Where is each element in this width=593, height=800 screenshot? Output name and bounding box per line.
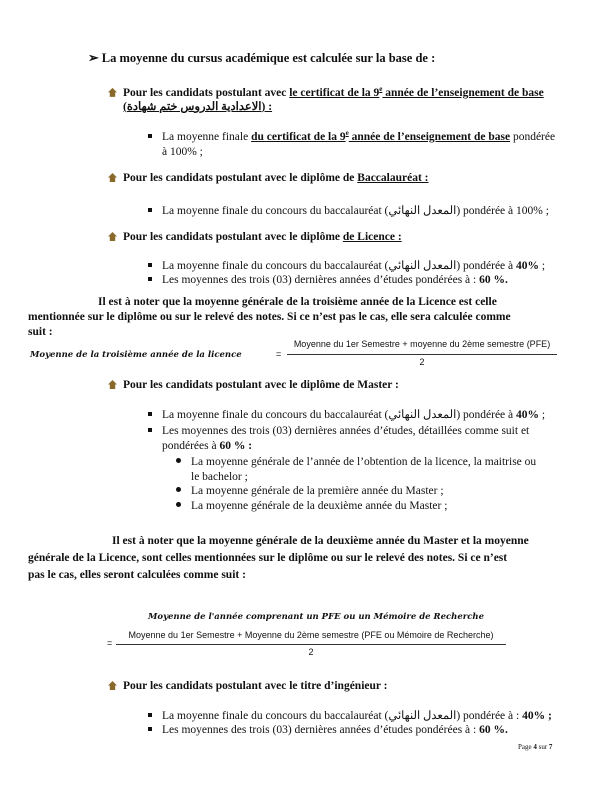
list-item: La moyenne finale du concours du baccalauréat (المعدل النهائي) pondérée à 40% ; — [148, 259, 545, 274]
round-bullet-icon — [176, 487, 181, 492]
square-bullet-icon — [148, 428, 152, 432]
section-ingenieur-title: Pour les candidats postulant avec le titre d’ingénieur : — [108, 680, 388, 692]
list-item: Les moyennes des trois (03) dernières années d’études pondérées à : 60 %. — [148, 274, 508, 286]
section-master-title: Pour les candidats postulant avec le diplôme de Master : — [108, 379, 399, 391]
square-bullet-icon — [148, 134, 152, 138]
square-bullet-icon — [148, 727, 152, 731]
formula-equals: = — [276, 349, 282, 359]
down-arrow-icon — [108, 380, 117, 389]
round-bullet-icon — [176, 502, 181, 507]
note-licence: Il est à noter que la moyenne générale de la troisième année de la Licence est celle mentionnée sur le diplôme ou sur le relevé des notes. Si ce n’est pas le cas, elle sera calculée comme suit : — [28, 296, 511, 338]
fraction-bar — [116, 644, 506, 645]
section-bac-title: Pour les candidats postulant avec le diplôme de Baccalauréat : — [108, 172, 429, 184]
down-arrow-icon — [108, 681, 117, 690]
list-item: La moyenne finale du certificat de la 9e année de l’enseignement de base pondérée à 100% ; — [148, 126, 568, 160]
round-bullet-icon — [176, 458, 181, 463]
formula-licence-denominator: 2 — [419, 357, 425, 367]
formula-pfe-denominator: 2 — [308, 647, 314, 657]
section-licence-title: Pour les candidats postulant avec le diplôme de Licence : — [108, 231, 402, 243]
square-bullet-icon — [148, 277, 152, 281]
formula-licence-lhs: Moyenne de la troisième année de la licence — [30, 350, 242, 360]
down-arrow-icon — [108, 88, 117, 97]
list-item: La moyenne finale du concours du baccalauréat (المعدل النهائي) pondérée à 100% ; — [148, 203, 549, 217]
square-bullet-icon — [148, 263, 152, 267]
arrow-bullet-icon: ➢ — [88, 50, 99, 65]
note-master: Il est à noter que la moyenne générale de la deuxième année du Master et la moyenne générale de la Licence, sont celles mentionnées sur le diplôme ou sur le relevé des notes. Si ce n’est pas le cas, elles seront calculées comme suit : — [28, 535, 529, 581]
formula-pfe-title: Moyenne de l'année comprenant un PFE ou un Mémoire de Recherche — [148, 612, 485, 622]
section-certificat-title: Pour les candidats postulant avec le certificat de la 9e année de l’enseignement de base (الاعدادية الدروس ختم شهادة) : — [108, 82, 578, 114]
formula-equals: = — [107, 638, 113, 648]
main-heading: ➢ La moyenne du cursus académique est calculée sur la base de : — [88, 50, 436, 65]
formula-licence-numerator: Moyenne du 1er Semestre + moyenne du 2ème semestre (PFE) — [293, 339, 551, 349]
page-number: Page 4 sur 7 — [518, 743, 553, 751]
sub-list-item: La moyenne générale de la deuxième année du Master ; — [176, 500, 447, 512]
square-bullet-icon — [148, 208, 152, 212]
fraction-bar — [287, 354, 557, 355]
list-item: Les moyennes des trois (03) dernières années d’études, détaillées comme suit et pondérées à 60 % : — [148, 424, 568, 454]
formula-pfe-numerator: Moyenne du 1er Semestre + Moyenne du 2ème semestre (PFE ou Mémoire de Recherche) — [128, 630, 494, 640]
sub-list-item: La moyenne générale de l’année de l’obtention de la licence, la maitrise ou le bachelor ; — [176, 455, 571, 485]
down-arrow-icon — [108, 173, 117, 182]
list-item: Les moyennes des trois (03) dernières années d’études pondérées à : 60 %. — [148, 724, 508, 736]
sub-list-item: La moyenne générale de la première année du Master ; — [176, 485, 444, 497]
square-bullet-icon — [148, 713, 152, 717]
square-bullet-icon — [148, 412, 152, 416]
down-arrow-icon — [108, 232, 117, 241]
list-item: La moyenne finale du concours du baccalauréat (المعدل النهائي) pondérée à : 40% ; — [148, 708, 552, 722]
list-item: La moyenne finale du concours du baccalauréat (المعدل النهائي) pondérée à 40% ; — [148, 407, 545, 421]
